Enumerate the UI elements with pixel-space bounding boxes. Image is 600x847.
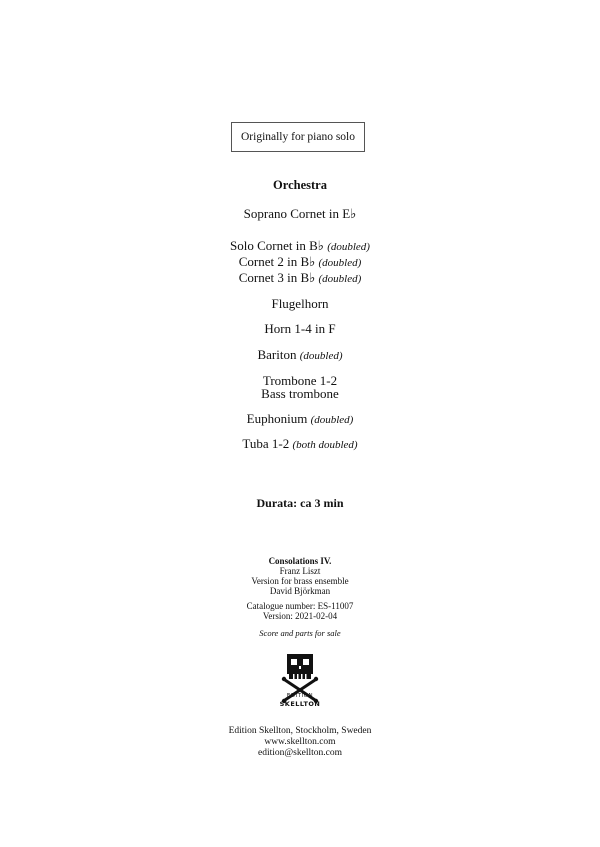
instrument-name: Cornet 2 in B♭ — [238, 254, 316, 269]
work-title: Consolations IV. — [268, 556, 332, 566]
instrument-name: Cornet 3 in B♭ — [238, 270, 316, 285]
instrument-cornet-2 — [0, 254, 600, 271]
instrument-soprano-cornet: Soprano Cornet in E♭ — [243, 206, 357, 221]
instrument-name: Euphonium — [246, 411, 308, 426]
orchestra-heading: Orchestra — [273, 178, 327, 192]
instrument-note: (doubled) — [299, 350, 343, 362]
instrument-note: (doubled) — [318, 257, 362, 269]
logo-text-skellton: SKELLTON — [279, 700, 321, 708]
instrument-solo-cornet — [0, 238, 600, 255]
composer: Franz Liszt — [279, 566, 321, 576]
version-description: Version for brass ensemble — [251, 576, 349, 586]
durata: Durata: ca 3 min — [256, 496, 344, 510]
instrument-note: (doubled) — [318, 273, 362, 285]
instrument-horn: Horn 1-4 in F — [264, 321, 336, 336]
instrument-tuba — [0, 436, 600, 453]
publisher-website[interactable]: www.skellton.com — [264, 737, 336, 747]
instrument-bass-trombone: Bass trombone — [261, 386, 339, 401]
instrument-name: Bariton — [257, 347, 297, 362]
sale-note: Score and parts for sale — [259, 628, 341, 638]
instrument-flugelhorn: Flugelhorn — [271, 296, 329, 311]
instrument-note: (doubled) — [327, 241, 370, 253]
original-note-box — [231, 122, 365, 152]
instrument-note: (both doubled) — [292, 439, 358, 451]
version-date: Version: 2021-02-04 — [262, 611, 338, 621]
instrument-note: (doubled) — [310, 414, 354, 426]
logo-text-edition: EDITION — [286, 693, 314, 699]
instrument-trombone: Trombone 1-2 — [262, 373, 338, 388]
instrument-cornet-3 — [0, 270, 600, 287]
instrument-euphonium — [0, 411, 600, 428]
instrument-bariton — [0, 347, 600, 364]
publisher-address: Edition Skellton, Stockholm, Sweden — [228, 726, 372, 736]
arranger: David Björkman — [269, 586, 331, 596]
instrument-name: Solo Cornet in B♭ — [230, 238, 324, 253]
instrument-name: Tuba 1-2 — [242, 436, 290, 451]
publisher-email[interactable]: edition@skellton.com — [258, 748, 342, 758]
original-note: Originally for piano solo — [240, 131, 356, 143]
catalogue-number: Catalogue number: ES-11007 — [246, 601, 354, 611]
